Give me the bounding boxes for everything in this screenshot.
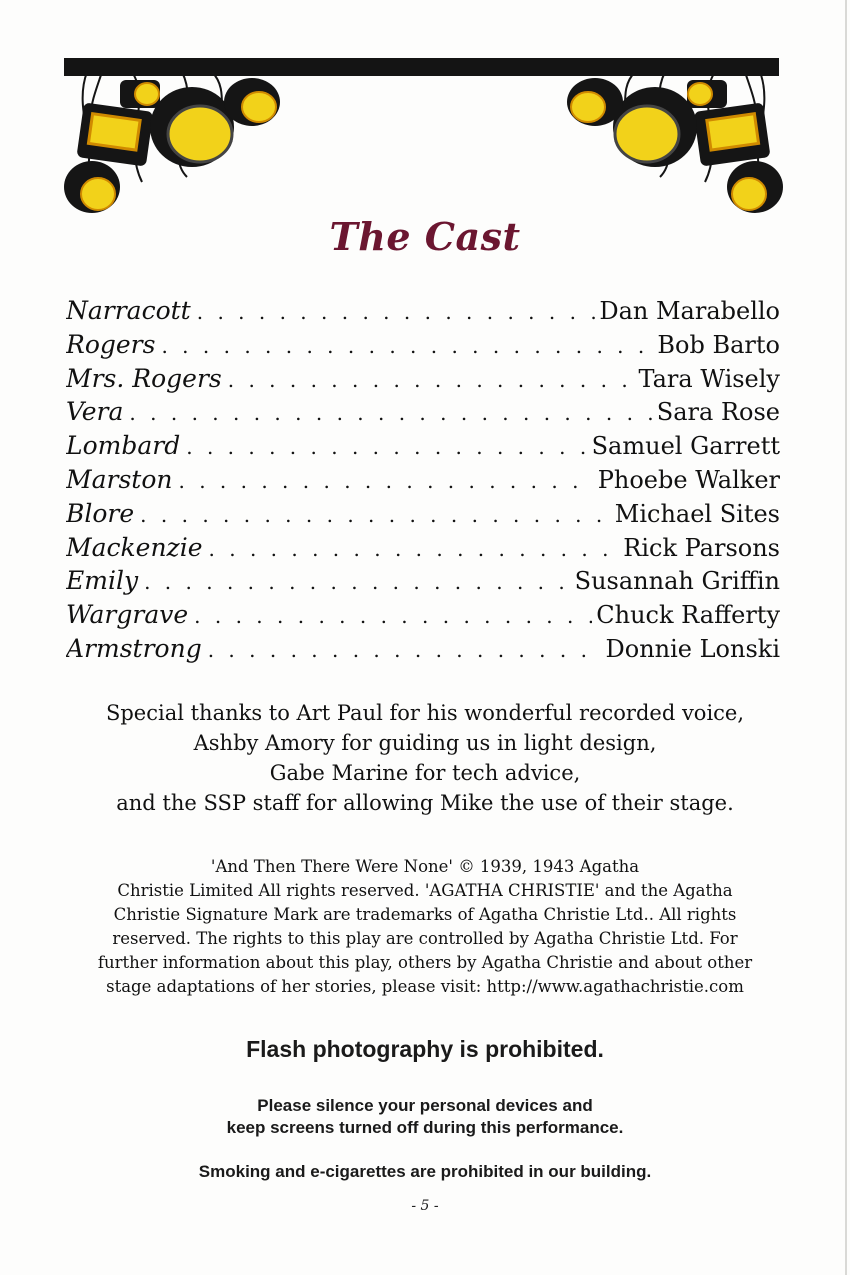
stage-lights-right-icon bbox=[555, 62, 785, 227]
cast-role: Armstrong bbox=[66, 633, 202, 663]
cast-row bbox=[66, 598, 780, 632]
copyright-line: reserved. The rights to this play are controlled by Agatha Christie Ltd. For bbox=[112, 929, 738, 948]
cast-actor: Dan Marabello bbox=[599, 297, 780, 325]
copyright-line: Christie Limited All rights reserved. 'AGATHA CHRISTIE' and the Agatha bbox=[117, 881, 733, 900]
cast-role: Mackenzie bbox=[66, 532, 203, 562]
thanks-line: Gabe Marine for tech advice, bbox=[269, 761, 581, 785]
stage-lights-left-icon bbox=[62, 62, 292, 227]
cast-actor: Rick Parsons bbox=[623, 533, 780, 562]
copyright-line: stage adaptations of her stories, please visit: http://www.agathachristie.com bbox=[106, 977, 744, 996]
cast-row bbox=[66, 294, 780, 328]
cast-role: Wargrave bbox=[66, 600, 189, 630]
cast-actor: Bob Barto bbox=[657, 330, 780, 359]
thanks-line: Ashby Amory for guiding us in light design, bbox=[193, 731, 657, 755]
cast-role: Blore bbox=[66, 498, 135, 528]
cast-actor: Phoebe Walker bbox=[597, 465, 780, 494]
leader-dots bbox=[228, 364, 635, 396]
cast-role: Mrs. Rogers bbox=[66, 363, 222, 393]
cast-actor: Chuck Rafferty bbox=[596, 601, 780, 630]
silence-line: Please silence your personal devices and bbox=[257, 1096, 593, 1115]
cast-row bbox=[66, 632, 780, 666]
cast-actor: Donnie Lonski bbox=[605, 634, 780, 663]
page-edge bbox=[845, 0, 847, 1275]
cast-list bbox=[66, 294, 780, 666]
cast-actor: Sara Rose bbox=[656, 398, 780, 427]
cast-row bbox=[66, 429, 780, 463]
copyright-line: further information about this play, others by Agatha Christie and about other bbox=[97, 953, 753, 972]
cast-role: Marston bbox=[66, 464, 173, 494]
silence-devices-notice bbox=[0, 1095, 850, 1139]
cast-row bbox=[66, 463, 780, 497]
special-thanks bbox=[0, 698, 850, 818]
cast-role: Rogers bbox=[66, 329, 156, 359]
leader-dots bbox=[208, 634, 602, 666]
thanks-line: and the SSP staff for allowing Mike the use of their stage. bbox=[116, 791, 734, 815]
leader-dots bbox=[144, 566, 571, 598]
cast-actor: Tara Wisely bbox=[638, 364, 780, 393]
copyright-notice bbox=[0, 855, 850, 999]
cast-row bbox=[66, 395, 780, 429]
cast-row bbox=[66, 497, 780, 531]
cast-row bbox=[66, 531, 780, 565]
page-number: - 5 - bbox=[411, 1198, 439, 1214]
leader-dots bbox=[209, 533, 620, 565]
cast-actor: Samuel Garrett bbox=[591, 432, 780, 461]
cast-row bbox=[66, 564, 780, 598]
cast-role: Narracott bbox=[66, 296, 191, 325]
cast-role: Vera bbox=[66, 397, 124, 427]
cast-role: Emily bbox=[66, 566, 139, 596]
page-title: The Cast bbox=[329, 214, 521, 259]
cast-actor: Michael Sites bbox=[614, 499, 780, 528]
silence-line: keep screens turned off during this performance. bbox=[226, 1118, 624, 1137]
leader-dots bbox=[161, 330, 653, 362]
copyright-line: 'And Then There Were None' © 1939, 1943 Agatha bbox=[210, 857, 640, 876]
leader-dots bbox=[129, 397, 652, 429]
cast-actor: Susannah Griffin bbox=[574, 567, 780, 596]
leader-dots bbox=[194, 600, 592, 632]
cast-row bbox=[66, 328, 780, 362]
cast-role: Lombard bbox=[66, 431, 181, 461]
copyright-line: Christie Signature Mark are trademarks of Agatha Christie Ltd.. All rights bbox=[113, 905, 737, 924]
smoking-notice: Smoking and e-cigarettes are prohibited in our building. bbox=[198, 1162, 652, 1181]
leader-dots bbox=[140, 499, 611, 531]
flash-photography-notice: Flash photography is prohibited. bbox=[246, 1036, 604, 1062]
leader-dots bbox=[197, 296, 596, 328]
leader-dots bbox=[178, 465, 593, 497]
thanks-line: Special thanks to Art Paul for his wonderful recorded voice, bbox=[105, 701, 745, 725]
cast-row bbox=[66, 362, 780, 396]
leader-dots bbox=[186, 431, 587, 463]
